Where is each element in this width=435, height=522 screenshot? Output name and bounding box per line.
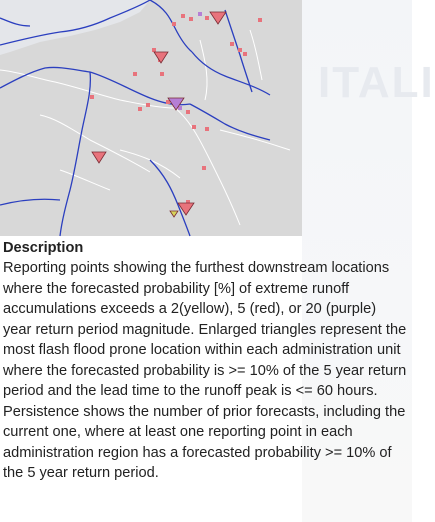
map-canvas xyxy=(0,0,302,236)
point-marker xyxy=(205,127,209,131)
point-marker xyxy=(186,110,190,114)
description-panel xyxy=(3,238,408,484)
rivers xyxy=(0,30,290,225)
point-marker xyxy=(133,72,137,76)
description-text: Reporting points showing the furthest downstream locations where the forecasted probability [%] of extreme runoff accumulations exceeds a 2(yellow), 5 (red), or 20 (purple) year return period magnitude. Enlarged triangles represent the most flash flood prone location within each administration unit where the forecasted probability is >= 10% of the 5 year return period and the lead time to the runoff peak is <= 60 hours. Persistence shows the number of prior forecasts, including the current one, where at least one reporting point in each administration region has a forecasted probability >= 10% of the 5 year return period. xyxy=(3,260,407,481)
point-marker xyxy=(243,52,247,56)
point-marker xyxy=(238,48,242,52)
point-marker xyxy=(192,125,196,129)
flood-triangles xyxy=(92,12,226,217)
background-faint-text: ITALI xyxy=(318,58,435,107)
triangle-red xyxy=(92,152,106,163)
point-marker xyxy=(90,95,94,99)
point-marker xyxy=(138,107,142,111)
sea-area xyxy=(0,0,150,55)
triangle-yellow xyxy=(170,211,178,217)
point-marker xyxy=(152,48,156,52)
triangle-red xyxy=(154,52,168,63)
point-marker xyxy=(230,42,234,46)
flood-map[interactable] xyxy=(0,0,302,236)
triangle-red xyxy=(178,203,194,215)
point-marker xyxy=(181,14,185,18)
point-marker xyxy=(146,103,150,107)
point-marker xyxy=(198,12,202,16)
point-marker xyxy=(172,22,176,26)
point-marker xyxy=(258,18,262,22)
description-heading: Description xyxy=(3,240,84,256)
point-marker xyxy=(202,166,206,170)
point-marker xyxy=(205,16,209,20)
point-marker xyxy=(189,17,193,21)
point-marker xyxy=(160,72,164,76)
triangle-red xyxy=(210,12,226,24)
